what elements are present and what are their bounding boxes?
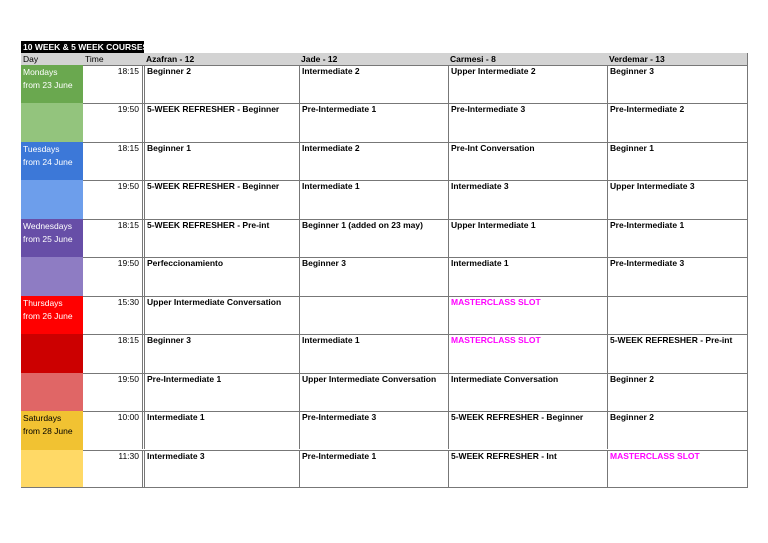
day-name: Saturdays xyxy=(23,413,62,424)
class-cell: Intermediate 1 xyxy=(299,180,448,218)
day-cell xyxy=(21,334,83,373)
day-cell xyxy=(21,180,83,219)
class-cell: Upper Intermediate 1 xyxy=(448,219,607,257)
day-cell xyxy=(21,65,83,104)
class-cell: Intermediate 3 xyxy=(144,450,299,488)
class-cell: Beginner 1 xyxy=(144,142,299,180)
class-cell: Intermediate Conversation xyxy=(448,373,607,411)
row-divider xyxy=(83,142,748,143)
class-cell: Intermediate 1 xyxy=(299,334,448,372)
header-room-jade: Jade - 12 xyxy=(299,53,448,65)
header-room-azafran: Azafran - 12 xyxy=(144,53,299,65)
time-cell: 11:30 xyxy=(83,450,143,488)
class-cell: Beginner 3 xyxy=(607,65,748,103)
day-start-date: from 25 June xyxy=(23,233,73,244)
row-divider xyxy=(83,373,748,374)
day-cell xyxy=(21,373,83,412)
time-cell: 18:15 xyxy=(83,142,143,180)
day-start-date: from 26 June xyxy=(23,310,73,321)
header-day: Day xyxy=(21,53,83,65)
class-cell: 5-WEEK REFRESHER - Beginner xyxy=(448,411,607,449)
day-cell xyxy=(21,219,83,258)
time-cell: 10:00 xyxy=(83,411,143,449)
class-cell: Perfeccionamiento xyxy=(144,257,299,295)
class-cell: Upper Intermediate 3 xyxy=(607,180,748,218)
header-time: Time xyxy=(83,53,144,65)
day-cell xyxy=(21,257,83,296)
class-cell: Pre-Intermediate 3 xyxy=(607,257,748,295)
day-start-date: from 24 June xyxy=(23,156,73,167)
class-cell: MASTERCLASS SLOT xyxy=(607,450,748,488)
class-cell: 5-WEEK REFRESHER - Beginner xyxy=(144,103,299,141)
time-cell: 19:50 xyxy=(83,257,143,295)
row-divider xyxy=(83,180,748,181)
class-cell: Upper Intermediate Conversation xyxy=(144,296,299,334)
day-cell xyxy=(21,142,83,181)
row-divider xyxy=(83,103,748,104)
day-cell xyxy=(21,296,83,335)
class-cell: Intermediate 1 xyxy=(448,257,607,295)
time-cell: 18:15 xyxy=(83,219,143,257)
row-divider xyxy=(83,219,748,220)
class-cell: Beginner 1 xyxy=(607,142,748,180)
class-cell: Pre-Intermediate 1 xyxy=(144,373,299,411)
class-cell: Pre-Intermediate 1 xyxy=(607,219,748,257)
day-cell xyxy=(21,450,83,489)
page-title: 10 WEEK & 5 WEEK COURSES xyxy=(23,42,149,52)
class-cell: MASTERCLASS SLOT xyxy=(448,334,607,372)
class-cell: Beginner 2 xyxy=(607,373,748,411)
row-divider xyxy=(83,334,748,335)
time-cell: 19:50 xyxy=(83,373,143,411)
class-cell: Beginner 2 xyxy=(607,411,748,449)
class-cell: Upper Intermediate 2 xyxy=(448,65,607,103)
class-cell: Pre-Int Conversation xyxy=(448,142,607,180)
row-divider xyxy=(83,65,748,66)
class-cell: Beginner 2 xyxy=(144,65,299,103)
row-divider xyxy=(83,450,748,451)
row-divider xyxy=(83,296,748,297)
class-cell: Beginner 3 xyxy=(299,257,448,295)
header-room-verdemar: Verdemar - 13 xyxy=(607,53,748,65)
row-divider xyxy=(83,257,748,258)
day-start-date: from 23 June xyxy=(23,80,73,90)
time-cell: 19:50 xyxy=(83,180,143,218)
class-cell: MASTERCLASS SLOT xyxy=(448,296,607,334)
class-cell: 5-WEEK REFRESHER - Beginner xyxy=(144,180,299,218)
class-cell: Intermediate 2 xyxy=(299,65,448,103)
class-cell: 5-WEEK REFRESHER - Pre-int xyxy=(144,219,299,257)
class-cell xyxy=(607,296,748,334)
day-cell xyxy=(21,103,83,142)
class-cell: Intermediate 2 xyxy=(299,142,448,180)
day-name: Tuesdays xyxy=(23,143,60,154)
time-cell: 15:30 xyxy=(83,296,143,334)
class-cell: Pre-Intermediate 1 xyxy=(299,103,448,141)
time-cell: 19:50 xyxy=(83,103,143,141)
day-cell xyxy=(21,411,83,450)
class-cell: Intermediate 1 xyxy=(144,411,299,449)
class-cell: 5-WEEK REFRESHER - Pre-int xyxy=(607,334,748,372)
day-name: Mondays xyxy=(23,67,58,77)
row-divider xyxy=(83,411,748,412)
class-cell: Beginner 3 xyxy=(144,334,299,372)
class-cell: Pre-Intermediate 2 xyxy=(607,103,748,141)
day-name: Wednesdays xyxy=(23,220,72,231)
class-cell: Pre-Intermediate 3 xyxy=(299,411,448,449)
header-room-carmesi: Carmesi - 8 xyxy=(448,53,607,65)
class-cell: Upper Intermediate Conversation xyxy=(299,373,448,411)
class-cell xyxy=(299,296,448,334)
schedule-table xyxy=(21,53,748,488)
class-cell: Beginner 1 (added on 23 may) xyxy=(299,219,448,257)
day-name: Thursdays xyxy=(23,297,63,308)
day-start-date: from 28 June xyxy=(23,426,73,437)
class-cell: Pre-Intermediate 1 xyxy=(299,450,448,488)
time-cell: 18:15 xyxy=(83,334,143,372)
time-cell: 18:15 xyxy=(83,65,143,103)
class-cell: 5-WEEK REFRESHER - Int xyxy=(448,450,607,488)
class-cell: Pre-Intermediate 3 xyxy=(448,103,607,141)
class-cell: Intermediate 3 xyxy=(448,180,607,218)
